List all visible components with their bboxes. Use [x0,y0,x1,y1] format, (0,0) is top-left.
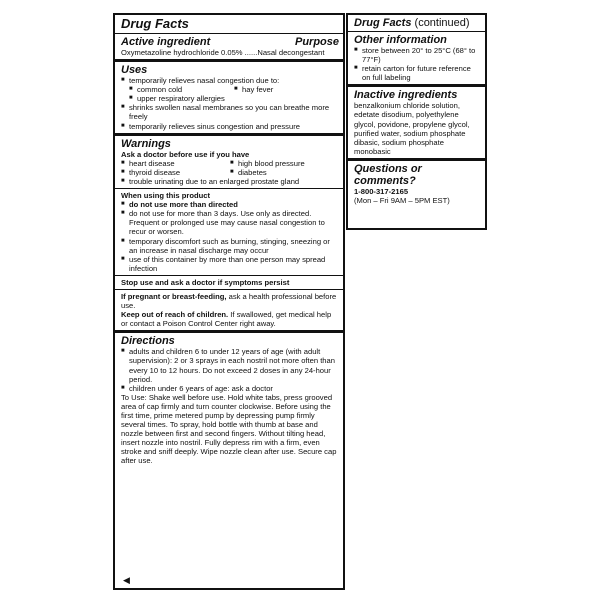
uses-section [115,62,343,136]
active-ingredient-heading: Active ingredient [121,36,211,48]
list-item: ■ do not use for more than 3 days. Use only as directed. Frequent or prolonged use may cause nasal congestion to recur or worsen. [121,209,339,236]
phone-hours: (Mon – Fri 9AM – 5PM EST) [354,196,450,206]
list-item: ■ heart disease [121,159,230,168]
warnings-heading: Warnings [121,137,171,150]
list-item: ■ adults and children 6 to under 12 years of age (with adult supervision): 2 or 3 sprays in each nostril not more often than every 10 to 12 hours. Do not exceed 2 doses in any 24-hour period. [121,347,339,383]
continued-title: Drug Facts (continued) [354,17,470,29]
inactive-ingredients-heading: Inactive ingredients [354,89,458,102]
list-item: ■ shrinks swollen nasal membranes so you can breathe more freely [121,103,339,121]
ask-doctor-line: Ask a doctor before use if you have [121,149,250,159]
purpose-heading: Purpose [294,36,339,48]
warnings-section [115,136,343,189]
active-ingredient-section [115,34,343,62]
uses-heading: Uses [121,64,148,77]
drug-facts-continued-panel [346,13,487,230]
children-warning: Keep out of reach of children. If swallowed, get medical help or contact a Poison Control Center right away. [121,310,332,329]
list-item: ■ temporarily relieves sinus congestion and pressure [121,122,339,131]
list-item: ■ hay fever [234,85,339,94]
directions-section [115,333,343,467]
title-section [115,15,343,34]
panel-title: Drug Facts [121,16,189,31]
list-item: ■ diabetes [230,168,339,177]
inactive-ingredients-section [348,87,485,161]
questions-section [348,161,485,207]
stop-use-section [115,276,343,290]
list-item: ■ thyroid disease [121,168,230,177]
list-item: ■ upper respiratory allergies [129,94,339,103]
list-item: ■ store between 20° to 25°C (68° to 77°F) [354,46,481,64]
list-item: ■ temporarily relieves nasal congestion due to: [121,76,339,85]
list-item: ■ temporary discomfort such as burning, stinging, sneezing or an increase in nasal discharge may occur [121,237,339,255]
pregnancy-warning: If pregnant or breast-feeding, ask a health professional before use. [121,291,337,311]
when-using-section [115,189,343,276]
inactive-ingredients-text: benzalkonium chloride solution, edetate disodium, polyethylene glycol, povidone, propylene glycol, purified water, sodium phosphate dibasic, sodium phosphate monobasic [354,101,470,156]
arrow-left-icon: ◀ [123,574,130,585]
continued-title-section [348,15,485,32]
list-item: ■ use of this container by more than one person may spread infection [121,255,339,273]
drug-facts-panel [113,13,345,590]
stop-use-line: Stop use and ask a doctor if symptoms persist [121,277,290,287]
phone-number: 1-800-317-2165 [354,186,409,196]
list-item: ■ do not use more than directed [121,200,339,209]
questions-heading: Questions or comments? [354,162,422,187]
other-information-section [348,32,485,87]
list-item: ■ children under 6 years of age: ask a doctor [121,384,339,393]
to-use-text: To Use: Shake well before use. Hold white tabs, press grooved area of cap firmly and turn counter clockwise. Before using the first time, prime metered pump by depressing pump firmly several times. To spray, hold bottle with thumb at base and nozzle between first and second fingers. Without tilting head, insert nozzle into nostril. Fully depress rim with a firm, even stroke and sniff deeply. Wipe nozzle clean after use. Secure cap after use. [121,392,337,466]
list-item: ■ retain carton for future reference on full labeling [354,64,481,82]
list-item: ■ high blood pressure [230,159,339,168]
active-ingredient-line: Oxymetazoline hydrochloride 0.05% ......Nasal decongestant [121,48,325,57]
directions-heading: Directions [121,335,175,348]
when-using-heading: When using this product [121,191,211,201]
pregnancy-section [115,290,343,333]
list-item: ■ common cold [129,85,234,94]
list-item: ■ trouble urinating due to an enlarged prostate gland [121,177,339,186]
other-information-heading: Other information [354,34,447,46]
